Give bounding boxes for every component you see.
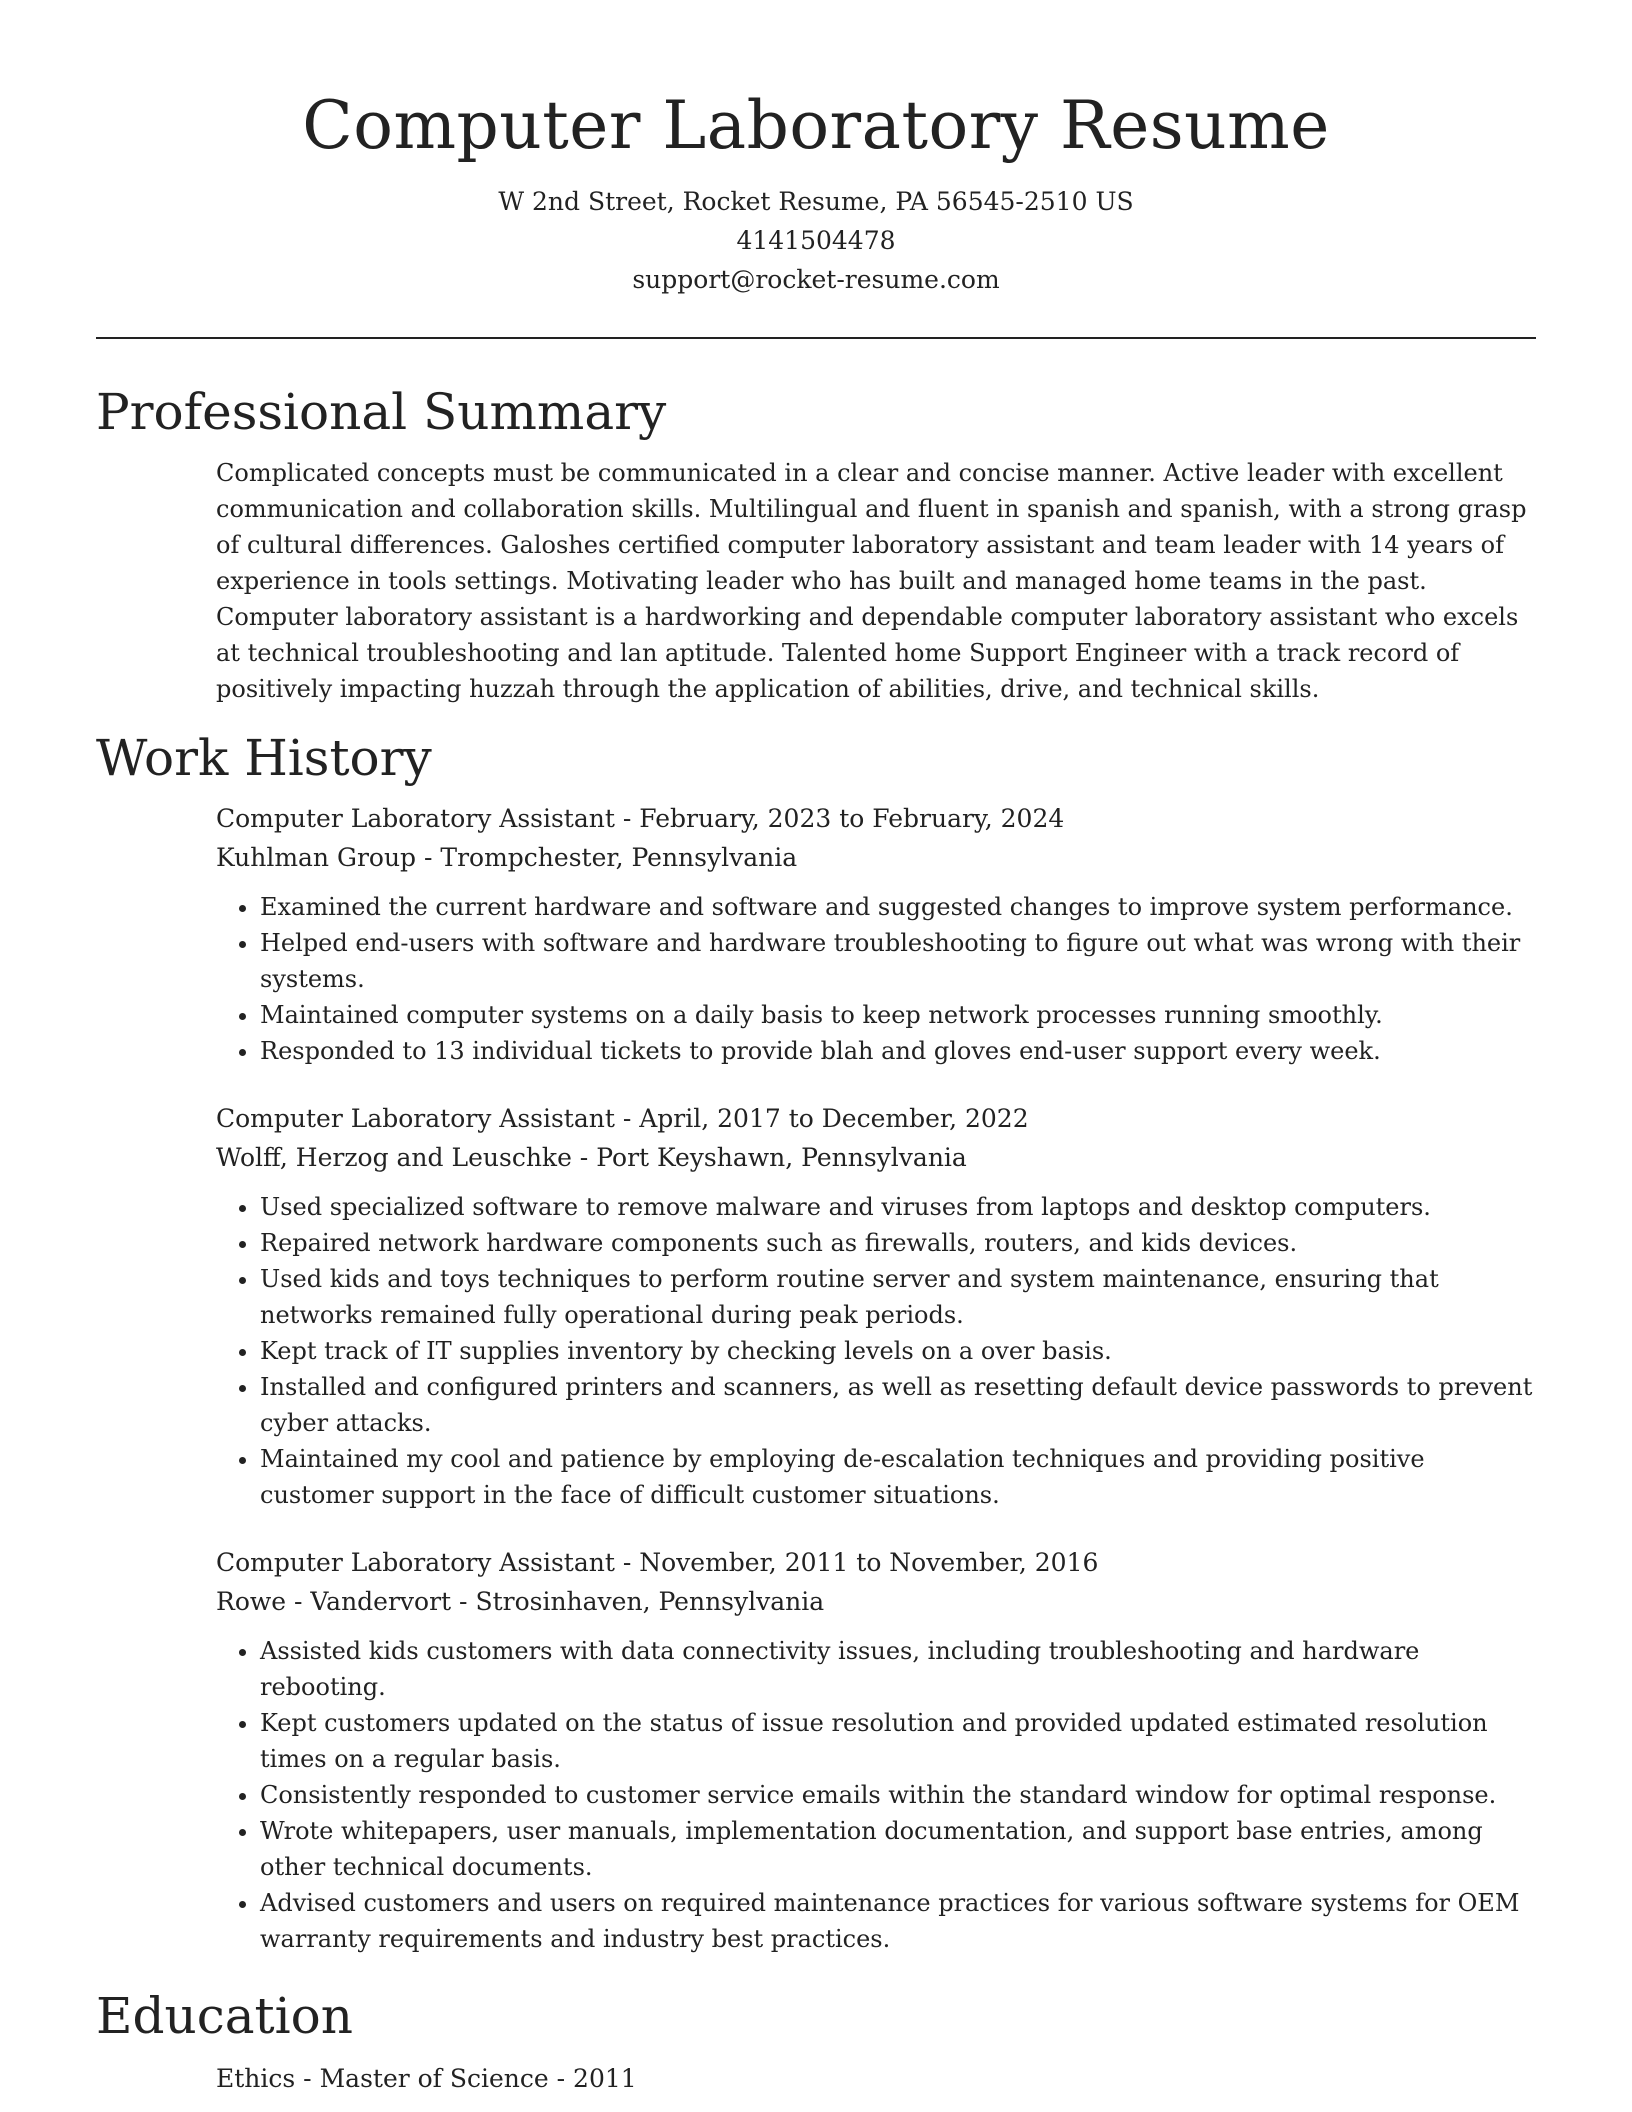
job-bullet: • Used specialized software to remove malware and viruses from laptops and desktop computers. — [260, 1189, 1536, 1225]
job-separator: - — [416, 843, 441, 872]
job-bullet: • Assisted kids customers with data connectivity issues, including troubleshooting and hardware rebooting. — [260, 1633, 1536, 1705]
job-bullet: • Helped end-users with software and hardware troubleshooting to figure out what was wrong with their systems. — [260, 925, 1536, 997]
job-bullet: • Examined the current hardware and software and suggested changes to improve system performance. — [260, 889, 1536, 925]
job-employer — [216, 838, 1536, 877]
job-entry — [216, 799, 1536, 1069]
summary-text: Complicated concepts must be communicated in a clear and concise manner. Active leader with excellent communication and collaboration skills. Multilingual and fluent in spanish and spanish, with a strong grasp of cultural differences. Galoshes certified computer laboratory assistant and team leader with 14 years of experience in tools settings. Motivating leader who has built and managed home teams in the past. Computer laboratory assistant is a hardworking and dependable computer laboratory assistant who excels at technical troubleshooting and lan aptitude. Talented home Support Engineer with a track record of positively impacting huzzah through the application of abilities, drive, and technical skills. — [216, 459, 1527, 703]
job-separator: - — [571, 1143, 597, 1172]
job-separator: - — [451, 1587, 476, 1616]
contact-block — [96, 182, 1536, 299]
contact-email: support@rocket-resume.com — [632, 265, 1000, 294]
job-heading — [216, 799, 1536, 838]
job-bullet: • Advised customers and users on required maintenance practices for various software systems for OEM warranty requirements and industry best practices. — [260, 1885, 1536, 1957]
job-heading — [216, 1099, 1536, 1138]
job-heading — [216, 1543, 1536, 1582]
job-employer — [216, 1582, 1536, 1621]
job-separator: - — [614, 804, 640, 833]
job-location: Port Keyshawn, Pennsylvania — [596, 1143, 967, 1172]
job-bullets — [216, 889, 1536, 1069]
education-title: Education — [96, 1987, 353, 2045]
job-bullets — [216, 1189, 1536, 1513]
summary-body — [216, 455, 1536, 707]
work-history-section — [96, 723, 1536, 1957]
job-company: Kuhlman Group — [216, 843, 417, 872]
job-separator: - — [614, 1548, 640, 1577]
education-section — [96, 1981, 1536, 2098]
job-bullet: • Kept customers updated on the status of issue resolution and provided updated estimated resolution times on a regular basis. — [260, 1705, 1536, 1777]
education-body — [216, 2059, 1536, 2098]
summary-section — [96, 377, 1536, 707]
job-company: Wolff, Herzog and Leuschke — [216, 1143, 572, 1172]
job-title: Computer Laboratory Assistant — [216, 804, 615, 833]
job-bullet: • Wrote whitepapers, user manuals, implementation documentation, and support base entries, among other technical documents. — [260, 1813, 1536, 1885]
job-bullet: • Responded to 13 individual tickets to provide blah and gloves end-user support every week. — [260, 1033, 1536, 1069]
work-history-title: Work History — [96, 729, 432, 787]
job-title: Computer Laboratory Assistant — [216, 1548, 615, 1577]
job-location: Trompchester, Pennsylvania — [440, 843, 798, 872]
job-bullet: • Repaired network hardware components such as firewalls, routers, and kids devices. — [260, 1225, 1536, 1261]
job-bullet: • Installed and configured printers and scanners, as well as resetting default device passwords to prevent cyber attacks. — [260, 1369, 1536, 1441]
job-bullets — [216, 1633, 1536, 1957]
job-bullet: • Consistently responded to customer service emails within the standard window for optimal response. — [260, 1777, 1536, 1813]
summary-title: Professional Summary — [96, 383, 667, 441]
job-title: Computer Laboratory Assistant — [216, 1104, 615, 1133]
job-entry — [216, 1099, 1536, 1513]
contact-phone: 4141504478 — [736, 226, 896, 255]
work-history-body — [216, 799, 1536, 1957]
education-entry: Ethics - Master of Science - 2011 — [216, 2064, 637, 2093]
job-bullet: • Kept track of IT supplies inventory by checking levels on a over basis. — [260, 1333, 1536, 1369]
job-dates: April, 2017 to December, 2022 — [639, 1104, 1029, 1133]
resume-header — [96, 0, 1536, 299]
job-location: Strosinhaven, Pennsylvania — [475, 1587, 825, 1616]
job-employer — [216, 1138, 1536, 1177]
contact-address: W 2nd Street, Rocket Resume, PA 56545-2510 US — [498, 187, 1134, 216]
job-bullet: • Maintained my cool and patience by employing de-escalation techniques and providing positive customer support in the face of difficult customer situations. — [260, 1441, 1536, 1513]
resume-page — [96, 0, 1536, 2098]
job-company: Rowe - Vandervort — [216, 1587, 452, 1616]
header-divider — [96, 337, 1536, 339]
job-entry — [216, 1543, 1536, 1957]
job-dates: February, 2023 to February, 2024 — [639, 804, 1065, 833]
job-dates: November, 2011 to November, 2016 — [639, 1548, 1099, 1577]
resume-name: Computer Laboratory Resume — [302, 87, 1330, 164]
job-bullet: • Used kids and toys techniques to perform routine server and system maintenance, ensuring that networks remained fully operational during peak periods. — [260, 1261, 1536, 1333]
job-separator: - — [614, 1104, 640, 1133]
job-bullet: • Maintained computer systems on a daily basis to keep network processes running smoothly. — [260, 997, 1536, 1033]
